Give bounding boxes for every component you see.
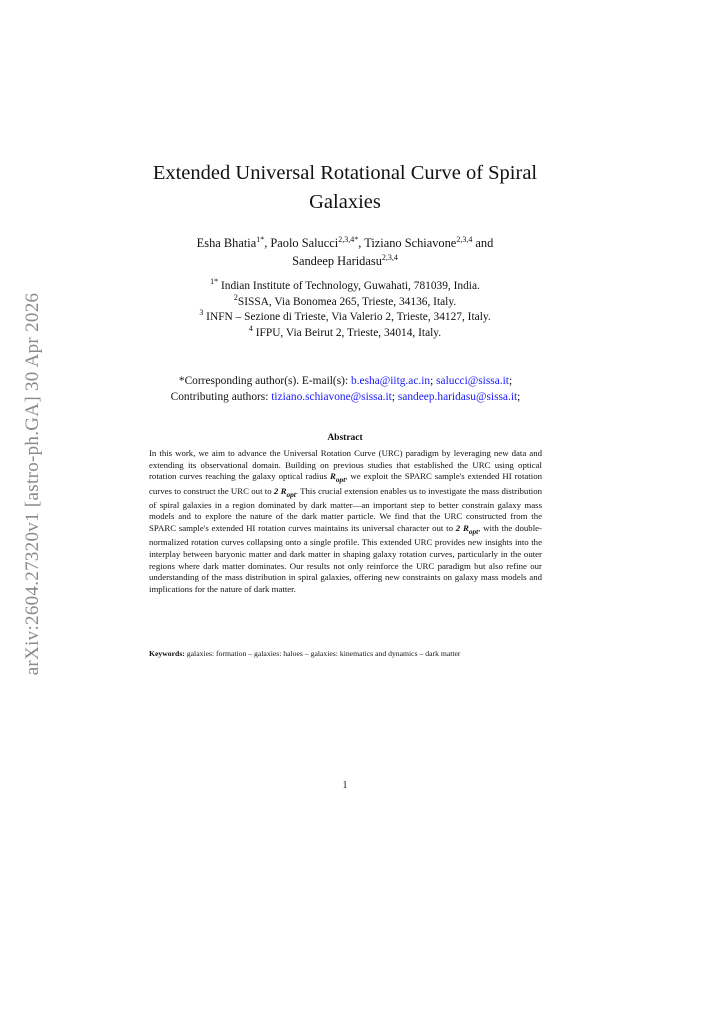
author-name: Paolo Salucci — [270, 236, 339, 250]
two-r-opt-symbol — [455, 523, 479, 536]
abstract-text: , with the double-normalized rotation curves collapsing onto a single profile. This extended URC provides new insights into the interplay between baryonic matter and dark matter in shaping galaxy rotation curves, particularly in the outer regions where dark matter dominates. Our results not only reinforce the URC paradigm but also refine our understanding of the mass distribution in spiral galaxies, offering new constraints on galaxy mass models and implications for the nature of dark matter. — [149, 523, 542, 594]
author-affiliation-marker: 2,3,4* — [338, 234, 359, 244]
affiliation-marker: 3 — [199, 308, 204, 318]
author-line-1 — [140, 234, 550, 252]
corresponding-line — [110, 374, 581, 390]
opt-subscript: opt — [468, 526, 479, 536]
affiliation-text: IFPU, Via Beirut 2, Trieste, 34014, Italy. — [252, 326, 442, 339]
email-separator: ; — [430, 375, 437, 387]
two-r-symbol: 2 R — [455, 523, 469, 534]
r-opt-symbol — [330, 471, 346, 484]
abstract-text: In this work, we aim to advance the Universal Rotation Curve (URC) paradigm by leveraging new data and extending its observational domain. Building on previous studies that established the URC using optical rotation curves reaching the galaxy optical radius — [149, 448, 542, 482]
affiliation-marker: 4 — [248, 323, 253, 333]
author-name: Esha Bhatia — [196, 236, 257, 250]
author-affiliation-marker: 2,3,4 — [456, 234, 473, 244]
keywords-text: galaxies: formation – galaxies: haloes – galaxies: kinematics and dynamics – dark matter — [184, 649, 461, 658]
affiliation — [140, 310, 550, 326]
corresponding-label: *Corresponding author(s). E-mail(s): — [178, 375, 351, 387]
email-end: ; — [517, 390, 521, 403]
two-r-opt-symbol — [273, 485, 296, 499]
author-line-2 — [140, 252, 550, 270]
arxiv-identifier: arXiv:2604.27320v1 [astro-ph.GA] 30 Apr 2026 — [22, 292, 43, 675]
paper-title — [150, 159, 540, 217]
abstract-body — [149, 448, 542, 595]
affiliation — [140, 323, 550, 342]
author-affiliation-marker: 1* — [256, 234, 265, 244]
abstract-text: . This crucial extension enables us to investigate the mass distribution of spiral galaxies in a region dominated by dark matter—an important step to better constrain galaxy mass models and to explore the nature of the dark matter particle. We find that the URC constructed from the SPARC sample's extended HI rotation curves maintains its universal character out to — [149, 485, 543, 534]
affiliation-text: Indian Institute of Technology, Guwahati, 781039, India. — [218, 280, 480, 292]
keywords-line — [149, 648, 549, 659]
author-name: Sandeep Haridasu — [292, 254, 382, 268]
correspondence-block — [110, 374, 581, 405]
email-link[interactable]: sandeep.haridasu@sissa.it — [397, 390, 518, 403]
affiliation — [140, 279, 550, 295]
email-end: ; — [508, 375, 513, 387]
contributing-label: Contributing authors: — [170, 390, 272, 403]
author-separator: , — [264, 236, 271, 250]
affiliation-text: SISSA, Via Bonomea 265, Trieste, 34136, Italy. — [237, 295, 457, 308]
opt-subscript: opt — [335, 474, 346, 484]
author-separator: , — [358, 236, 365, 250]
email-separator: ; — [391, 390, 398, 403]
affiliation-list — [140, 279, 550, 341]
r-symbol: R — [330, 471, 336, 482]
arxiv-sidebar — [22, 267, 44, 700]
affiliation-marker: 2 — [233, 292, 238, 302]
title-line-2: Galaxies — [309, 191, 381, 213]
page-number: 1 — [342, 780, 348, 791]
abstract-text: , we exploit the SPARC sample's extended HI rotation curves to construct the URC out to — [149, 471, 542, 496]
opt-subscript: opt — [286, 489, 296, 499]
abstract-heading: Abstract — [327, 433, 363, 443]
keywords-label: Keywords: — [149, 649, 185, 658]
author-name: Tiziano Schiavone — [364, 236, 457, 250]
affiliation-marker: 1* — [210, 277, 219, 287]
email-link[interactable]: tiziano.schiavone@sissa.it — [271, 390, 392, 403]
email-link[interactable]: salucci@sissa.it — [436, 375, 509, 387]
contributing-line — [110, 390, 581, 406]
affiliation-text: INFN – Sezione di Trieste, Via Valerio 2, Trieste, 34127, Italy. — [203, 311, 491, 323]
two-r-symbol: 2 R — [273, 485, 287, 496]
author-separator: and — [472, 236, 494, 250]
author-affiliation-marker: 2,3,4 — [381, 252, 398, 262]
title-line-1: Extended Universal Rotational Curve of Spiral — [152, 162, 538, 184]
email-link[interactable]: b.esha@iitg.ac.in — [350, 375, 431, 387]
author-list — [140, 234, 550, 270]
